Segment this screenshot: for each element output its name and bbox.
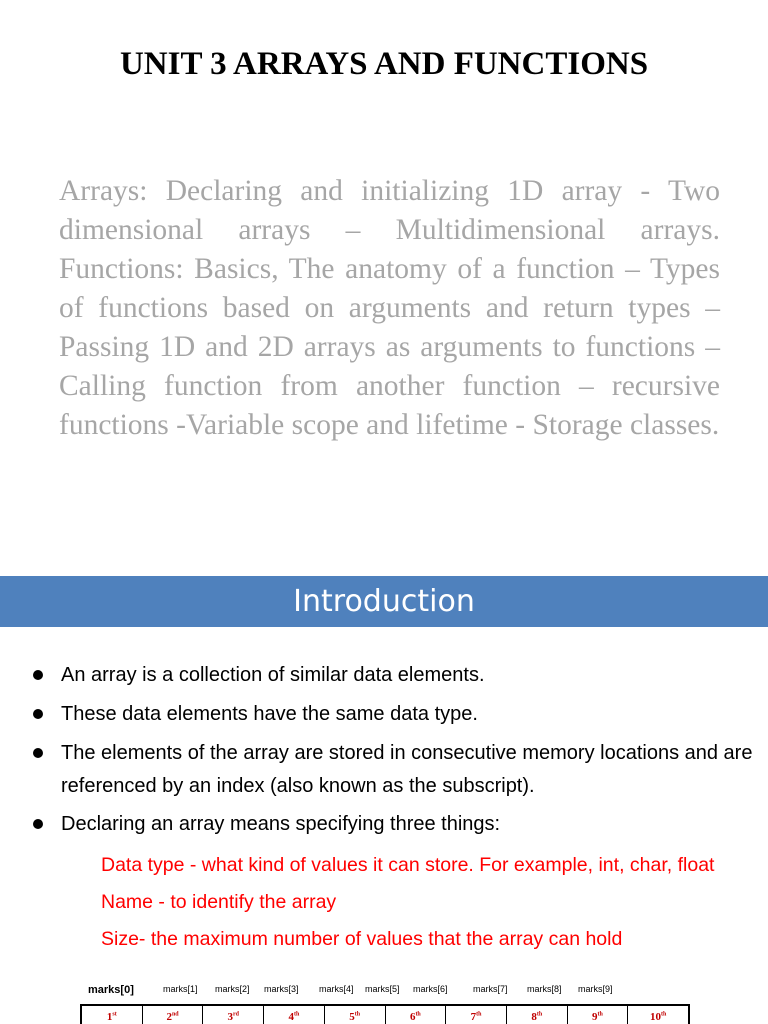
array-index-label: marks[4]	[319, 984, 354, 994]
bullet-text: An array is a collection of similar data elements.	[61, 664, 485, 686]
array-cell-suffix: th	[536, 1011, 543, 1018]
title-banner	[0, 576, 768, 627]
array-cell-suffix: th	[354, 1011, 361, 1018]
array-cell	[446, 1006, 507, 1024]
array-cell-number: 1	[106, 1011, 113, 1023]
bullet-item	[0, 698, 768, 731]
array-index-label: marks[3]	[264, 984, 299, 994]
bullet-item	[0, 808, 768, 841]
array-cell-suffix: th	[294, 1011, 300, 1018]
array-index-label: marks[6]	[413, 984, 448, 994]
array-cell-number: 4	[288, 1011, 295, 1023]
bullet-item	[0, 659, 768, 692]
array-cell-suffix: nd	[171, 1011, 179, 1018]
array-cell	[568, 1006, 629, 1024]
array-cell	[203, 1006, 264, 1024]
array-index-label: marks[7]	[473, 984, 508, 994]
array-cell-number: 8	[531, 1011, 537, 1023]
array-cell	[628, 1006, 688, 1024]
array-index-labels	[80, 984, 690, 1002]
array-index-label: marks[5]	[365, 984, 400, 994]
array-cell-suffix: rd	[233, 1011, 239, 1018]
bullet-item	[0, 737, 768, 803]
array-index-label: marks[1]	[163, 984, 198, 994]
array-cell	[386, 1006, 447, 1024]
array-cells	[80, 1004, 690, 1024]
array-cell-suffix: st	[112, 1011, 117, 1018]
sub-item-size: Size- the maximum number of values that the array can hold	[101, 928, 623, 950]
array-index-label: marks[2]	[215, 984, 250, 994]
banner-title: Introduction	[293, 584, 475, 619]
array-cell-number: 10	[650, 1011, 661, 1023]
array-index-label: marks[9]	[578, 984, 613, 994]
bullet-text: These data elements have the same data type.	[61, 703, 478, 725]
sub-item-name: Name - to identify the array	[101, 891, 337, 913]
array-cell-number: 9	[592, 1011, 598, 1023]
array-cell-number: 2	[166, 1011, 172, 1023]
array-cell-number: 3	[227, 1011, 233, 1023]
sub-item-list	[101, 847, 768, 958]
bullet-dot-icon	[33, 748, 43, 758]
sub-item-data-type: Data type - what kind of values it can store. For example, int, char, float	[101, 854, 715, 876]
array-cell-number: 7	[470, 1011, 477, 1023]
array-cell-number: 5	[349, 1011, 355, 1023]
syllabus-text: Arrays: Declaring and initializing 1D array - Two dimensional arrays – Multidimensional arrays. Functions: Basics, The anatomy of a function – Types of functions based on arguments and return types – Passing 1D and 2D arrays as arguments to functions – Calling function from another function – recursive functions -Variable scope and lifetime - Storage classes.	[59, 175, 720, 441]
array-cell	[82, 1006, 143, 1024]
array-cell-suffix: th	[476, 1011, 482, 1018]
array-cell	[507, 1006, 568, 1024]
array-index-label: marks[8]	[527, 984, 562, 994]
array-cell	[325, 1006, 386, 1024]
array-cell	[264, 1006, 325, 1024]
bullet-text: The elements of the array are stored in consecutive memory locations and are referenced by an index (also known as the subscript).	[61, 742, 753, 797]
slide-2	[0, 576, 768, 1024]
array-cell-suffix: th	[661, 1011, 667, 1018]
array-index-label: marks[0]	[88, 984, 134, 996]
array-cell	[143, 1006, 204, 1024]
array-cell-suffix: th	[415, 1011, 421, 1018]
array-cell-suffix: th	[597, 1011, 603, 1018]
bullet-text: Declaring an array means specifying three things:	[61, 813, 501, 835]
bullet-dot-icon	[33, 670, 43, 680]
bullet-dot-icon	[33, 819, 43, 829]
bullet-dot-icon	[33, 709, 43, 719]
slide-title: UNIT 3 ARRAYS AND FUNCTIONS	[119, 46, 649, 82]
array-cell-number: 6	[409, 1011, 416, 1023]
bullet-list	[0, 659, 768, 847]
